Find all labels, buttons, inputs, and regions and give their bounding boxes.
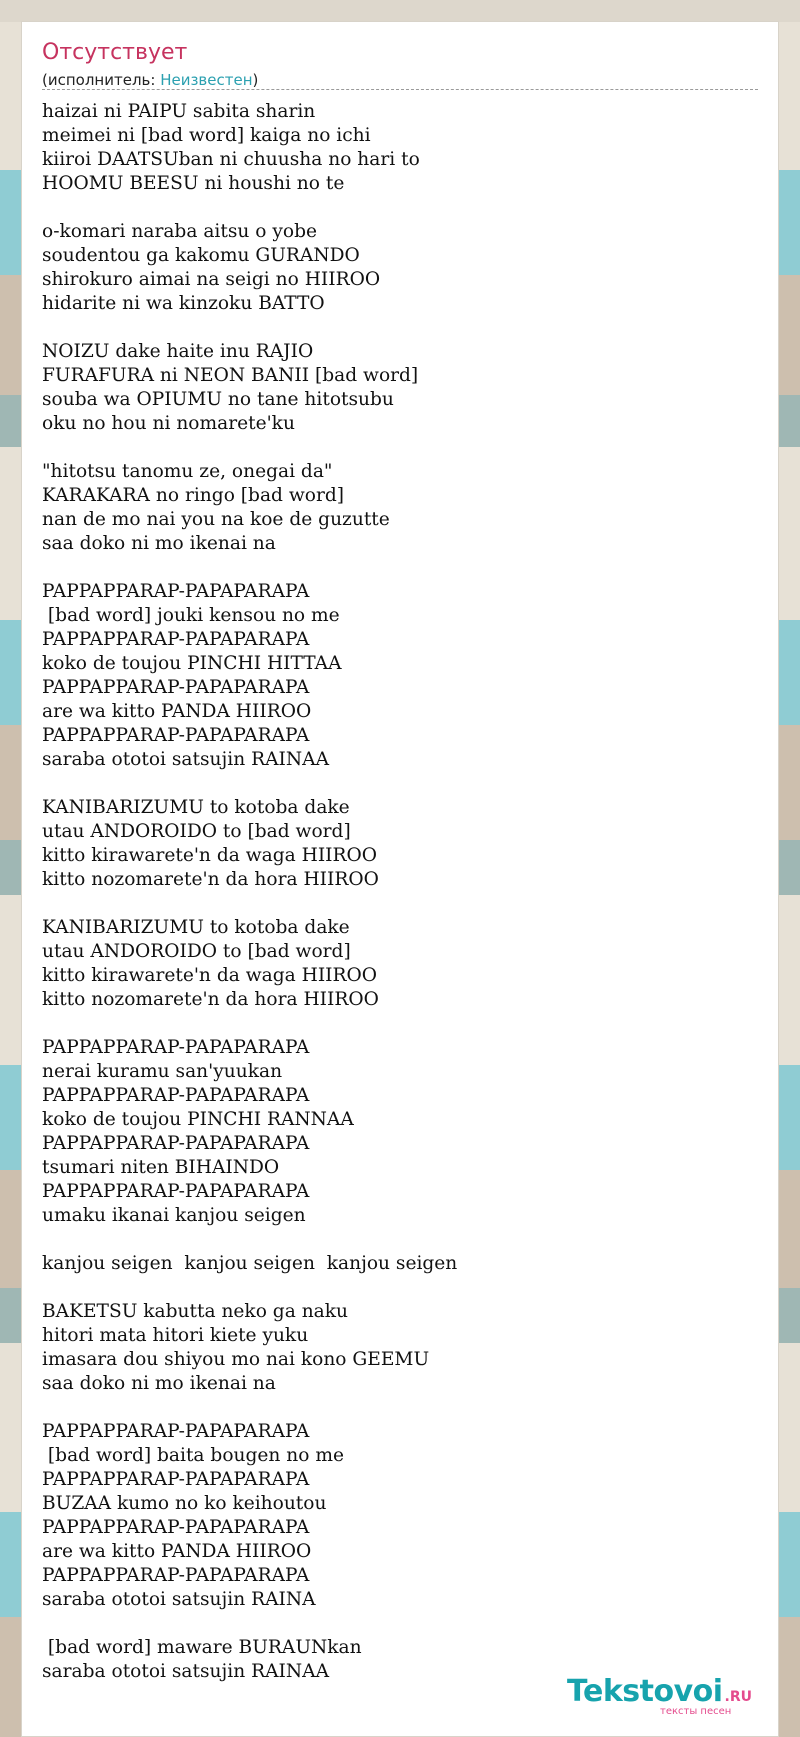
lyric-line: HOOMU BEESU ni houshi no te bbox=[42, 173, 345, 194]
lyric-blank-line bbox=[42, 1228, 758, 1252]
lyric-line: PAPPAPPARAP-PAPAPARAPA bbox=[42, 1133, 310, 1154]
lyric-line: PAPPAPPARAP-PAPAPARAPA bbox=[42, 677, 310, 698]
lyric-line: nerai kuramu san'yuukan bbox=[42, 1061, 283, 1082]
lyric-line: saa doko ni mo ikenai na bbox=[42, 1373, 276, 1394]
lyric-line: PAPPAPPARAP-PAPAPARAPA bbox=[42, 629, 310, 650]
lyric-line: [bad word] jouki kensou no me bbox=[42, 605, 340, 626]
title-divider bbox=[42, 89, 758, 90]
lyric-line: hidarite ni wa kinzoku BATTO bbox=[42, 293, 325, 314]
lyric-line: utau ANDOROIDO to [bad word] bbox=[42, 941, 351, 962]
lyric-line: KANIBARIZUMU to kotoba dake bbox=[42, 917, 350, 938]
lyric-line: kanjou seigen kanjou seigen kanjou seigen bbox=[42, 1253, 458, 1274]
lyric-line: BUZAA kumo no ko keihoutou bbox=[42, 1493, 327, 1514]
lyric-line: PAPPAPPARAP-PAPAPARAPA bbox=[42, 725, 310, 746]
lyric-line: souba wa OPIUMU no tane hitotsubu bbox=[42, 389, 394, 410]
artist-prefix: (исполнитель: bbox=[42, 71, 161, 89]
site-logo[interactable] bbox=[567, 1674, 753, 1717]
lyric-line: saa doko ni mo ikenai na bbox=[42, 533, 276, 554]
lyric-line: [bad word] baita bougen no me bbox=[42, 1445, 345, 1466]
lyric-blank-line bbox=[42, 316, 758, 340]
lyric-line: are wa kitto PANDA HIIROO bbox=[42, 1541, 312, 1562]
artist-link[interactable]: Неизвестен bbox=[160, 71, 253, 89]
lyric-line: PAPPAPPARAP-PAPAPARAPA bbox=[42, 1565, 310, 1586]
lyric-blank-line bbox=[42, 1612, 758, 1636]
lyric-line: haizai ni PAIPU sabita sharin bbox=[42, 101, 316, 122]
lyrics-body bbox=[42, 100, 758, 1684]
lyric-line: FURAFURA ni NEON BANII [bad word] bbox=[42, 365, 419, 386]
lyric-line: [bad word] maware BURAUNkan bbox=[42, 1637, 362, 1658]
lyric-line: nan de mo nai you na koe de guzutte bbox=[42, 509, 390, 530]
lyric-line: PAPPAPPARAP-PAPAPARAPA bbox=[42, 1469, 310, 1490]
lyric-line: PAPPAPPARAP-PAPAPARAPA bbox=[42, 581, 310, 602]
lyric-line: oku no hou ni nomarete'ku bbox=[42, 413, 295, 434]
logo-tagline: тексты песен bbox=[660, 1706, 732, 1717]
lyric-line: kitto nozomarete'n da hora HIIROO bbox=[42, 869, 379, 890]
lyric-blank-line bbox=[42, 556, 758, 580]
lyric-line: soudentou ga kakomu GURANDO bbox=[42, 245, 360, 266]
lyrics-card bbox=[22, 22, 778, 1736]
lyric-line: kitto nozomarete'n da hora HIIROO bbox=[42, 989, 379, 1010]
lyric-blank-line bbox=[42, 1276, 758, 1300]
lyric-line: PAPPAPPARAP-PAPAPARAPA bbox=[42, 1517, 310, 1538]
lyric-line: umaku ikanai kanjou seigen bbox=[42, 1205, 306, 1226]
lyric-blank-line bbox=[42, 772, 758, 796]
lyric-line: are wa kitto PANDA HIIROO bbox=[42, 701, 312, 722]
lyric-line: saraba ototoi satsujin RAINAA bbox=[42, 749, 329, 770]
lyric-blank-line bbox=[42, 436, 758, 460]
lyric-line: shirokuro aimai na seigi no HIIROO bbox=[42, 269, 381, 290]
lyric-line: hitori mata hitori kiete yuku bbox=[42, 1325, 309, 1346]
lyric-line: kitto kirawarete'n da waga HIIROO bbox=[42, 845, 378, 866]
lyric-blank-line bbox=[42, 1396, 758, 1420]
lyric-line: PAPPAPPARAP-PAPAPARAPA bbox=[42, 1037, 310, 1058]
lyric-blank-line bbox=[42, 196, 758, 220]
bg-stripe bbox=[0, 0, 800, 22]
lyric-line: saraba ototoi satsujin RAINAA bbox=[42, 1661, 329, 1682]
lyric-blank-line bbox=[42, 892, 758, 916]
lyric-line: KARAKARA no ringo [bad word] bbox=[42, 485, 345, 506]
lyric-line: NOIZU dake haite inu RAJIO bbox=[42, 341, 314, 362]
lyric-line: "hitotsu tanomu ze, onegai da" bbox=[42, 461, 333, 482]
lyric-line: koko de toujou PINCHI HITTAA bbox=[42, 653, 342, 674]
lyric-line: BAKETSU kabutta neko ga naku bbox=[42, 1301, 348, 1322]
logo-name: Tekstovoi bbox=[567, 1674, 723, 1709]
artist-suffix: ) bbox=[252, 71, 259, 89]
lyric-line: KANIBARIZUMU to kotoba dake bbox=[42, 797, 350, 818]
lyric-line: imasara dou shiyou mo nai kono GEEMU bbox=[42, 1349, 430, 1370]
song-title: Отсутствует bbox=[42, 40, 188, 65]
lyric-line: PAPPAPPARAP-PAPAPARAPA bbox=[42, 1085, 310, 1106]
lyric-line: PAPPAPPARAP-PAPAPARAPA bbox=[42, 1421, 310, 1442]
lyric-line: kiiroi DAATSUban ni chuusha no hari to bbox=[42, 149, 420, 170]
lyric-line: koko de toujou PINCHI RANNAA bbox=[42, 1109, 354, 1130]
lyric-line: utau ANDOROIDO to [bad word] bbox=[42, 821, 351, 842]
lyric-line: tsumari niten BIHAINDO bbox=[42, 1157, 280, 1178]
lyric-line: o-komari naraba aitsu o yobe bbox=[42, 221, 317, 242]
logo-tld: .RU bbox=[724, 1689, 753, 1705]
lyric-line: kitto kirawarete'n da waga HIIROO bbox=[42, 965, 378, 986]
lyric-line: PAPPAPPARAP-PAPAPARAPA bbox=[42, 1181, 310, 1202]
lyric-blank-line bbox=[42, 1012, 758, 1036]
lyric-line: saraba ototoi satsujin RAINA bbox=[42, 1589, 316, 1610]
lyric-line: meimei ni [bad word] kaiga no ichi bbox=[42, 125, 371, 146]
artist-line bbox=[42, 71, 258, 89]
